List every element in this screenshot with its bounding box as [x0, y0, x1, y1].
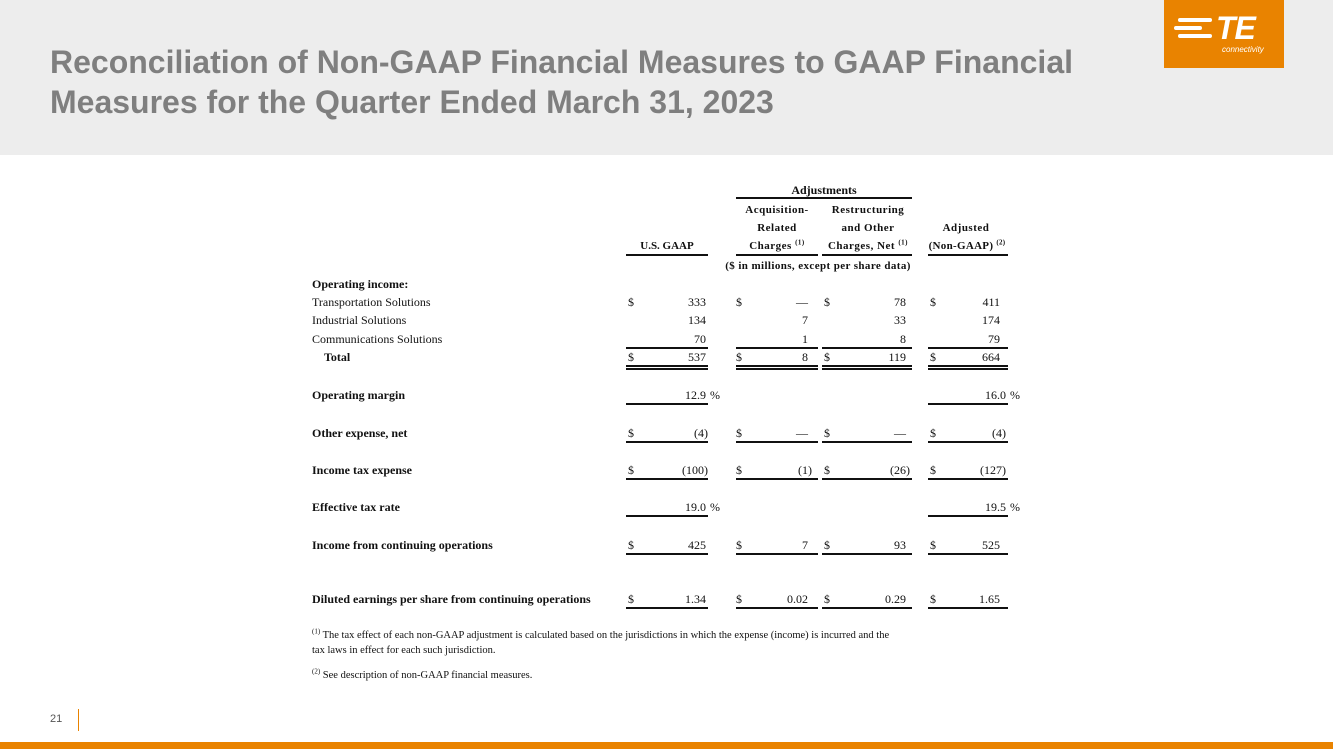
col-adj-line2	[924, 239, 1010, 253]
col-gaap: U.S. GAAP	[640, 240, 694, 252]
gaap-total: 537	[688, 350, 706, 364]
total-underline	[626, 365, 708, 367]
pct-sign: %	[1010, 500, 1020, 514]
gaap-eps: 1.34	[685, 592, 706, 606]
total-underline	[736, 365, 818, 367]
total-double-underline	[928, 368, 1008, 370]
page-number: 21	[50, 713, 63, 725]
tax-exp-underline	[626, 478, 708, 480]
logo-te-text: TE	[1216, 10, 1255, 46]
inc-cont-underline	[928, 553, 1008, 555]
row-label-inc-cont: Income from continuing operations	[312, 538, 493, 552]
adj-comm: 79	[988, 332, 1000, 346]
adj-industrial: 174	[982, 313, 1000, 327]
comm-underline	[928, 347, 1008, 349]
dollar-sign: $	[628, 426, 634, 440]
total-double-underline	[626, 368, 708, 370]
restr-header-underline	[822, 254, 912, 256]
row-label-eff-tax: Effective tax rate	[312, 500, 400, 514]
gaap-industrial: 134	[688, 313, 706, 327]
gaap-other-exp: (4)	[694, 426, 708, 440]
comm-underline	[626, 347, 708, 349]
dollar-sign: $	[824, 426, 830, 440]
acq-comm: 1	[802, 332, 808, 346]
gaap-tax-exp: (100)	[682, 463, 708, 477]
footnote-1-mark: (1)	[312, 627, 321, 636]
footnote-2-mark: (2)	[312, 667, 321, 676]
restr-total: 119	[888, 350, 906, 364]
pct-sign: %	[710, 388, 720, 402]
col-restr-line1: Restructuring	[831, 204, 905, 216]
tax-exp-underline	[928, 478, 1008, 480]
other-exp-underline	[626, 441, 708, 443]
col-acq-line3	[736, 239, 818, 253]
restr-tax-exp: (26)	[890, 463, 910, 477]
col-adj-sup: (2)	[996, 238, 1006, 247]
acq-eps: 0.02	[787, 592, 808, 606]
acq-transport: —	[796, 295, 808, 309]
gaap-eff-tax: 19.0	[685, 500, 706, 514]
gaap-inc-cont: 425	[688, 538, 706, 552]
col-adj-line1: Adjusted	[942, 222, 990, 234]
total-double-underline	[736, 368, 818, 370]
col-restr-line3	[822, 239, 914, 253]
acq-tax-exp: (1)	[798, 463, 812, 477]
acq-inc-cont: 7	[802, 538, 808, 552]
dollar-sign: $	[628, 350, 634, 364]
page-number-divider	[78, 709, 79, 731]
col-acq-line2: Related	[757, 222, 797, 234]
eps-underline	[822, 607, 912, 609]
eps-underline	[626, 607, 708, 609]
dollar-sign: $	[736, 426, 742, 440]
col-restr-line3-text: Charges, Net	[827, 240, 896, 252]
adj-inc-cont: 525	[982, 538, 1000, 552]
row-label-other-exp: Other expense, net	[312, 426, 408, 440]
acq-total: 8	[802, 350, 808, 364]
col-acq-sup: (1)	[795, 238, 805, 247]
dollar-sign: $	[736, 463, 742, 477]
comm-underline	[822, 347, 912, 349]
inc-cont-underline	[626, 553, 708, 555]
dollar-sign: $	[824, 463, 830, 477]
dollar-sign: $	[736, 295, 742, 309]
dollar-sign: $	[736, 350, 742, 364]
adj-header-underline	[928, 254, 1008, 256]
other-exp-underline	[822, 441, 912, 443]
restr-industrial: 33	[894, 313, 906, 327]
op-margin-underline	[928, 403, 1008, 405]
section-operating-income: Operating income:	[312, 277, 409, 291]
total-double-underline	[822, 368, 912, 370]
footnote-1-line1: The tax effect of each non-GAAP adjustment is calculated based on the jurisdictions in which the expense (income) is incurred and the	[322, 630, 890, 641]
dollar-sign: $	[930, 538, 936, 552]
row-label-comm: Communications Solutions	[312, 332, 443, 346]
restr-comm: 8	[900, 332, 906, 346]
gaap-transport: 333	[688, 295, 706, 309]
footnote-2	[312, 668, 532, 683]
restr-inc-cont: 93	[894, 538, 906, 552]
eps-underline	[736, 607, 818, 609]
dollar-sign: $	[736, 538, 742, 552]
row-label-total: Total	[324, 350, 351, 364]
eff-tax-underline	[928, 515, 1008, 517]
dollar-sign: $	[628, 538, 634, 552]
acq-other-exp: —	[796, 426, 808, 440]
adj-eps: 1.65	[979, 592, 1000, 606]
dollar-sign: $	[930, 592, 936, 606]
restr-transport: 78	[894, 295, 906, 309]
total-underline	[928, 365, 1008, 367]
eps-underline	[928, 607, 1008, 609]
acq-industrial: 7	[802, 313, 808, 327]
adjustments-header: Adjustments	[791, 183, 857, 197]
pct-sign: %	[710, 500, 720, 514]
row-label-tax-exp: Income tax expense	[312, 463, 412, 477]
dollar-sign: $	[628, 592, 634, 606]
restr-other-exp: —	[894, 426, 906, 440]
units-label: ($ in millions, except per share data)	[725, 260, 911, 272]
dollar-sign: $	[824, 350, 830, 364]
dollar-sign: $	[824, 592, 830, 606]
dollar-sign: $	[736, 592, 742, 606]
row-label-op-margin: Operating margin	[312, 388, 405, 402]
gaap-op-margin: 12.9	[685, 388, 706, 402]
other-exp-underline	[928, 441, 1008, 443]
col-adj-line2-text: (Non-GAAP)	[928, 240, 994, 252]
adj-op-margin: 16.0	[985, 388, 1006, 402]
row-label-eps: Diluted earnings per share from continuing operations	[312, 592, 591, 606]
row-label-transport: Transportation Solutions	[312, 295, 431, 309]
footnote-2-text: See description of non-GAAP financial measures.	[322, 670, 533, 681]
dollar-sign: $	[930, 350, 936, 364]
comm-underline	[736, 347, 818, 349]
dollar-sign: $	[930, 295, 936, 309]
tax-exp-underline	[822, 478, 912, 480]
dollar-sign: $	[628, 295, 634, 309]
footnote-1-line2: tax laws in effect for each such jurisdiction.	[312, 645, 496, 656]
inc-cont-underline	[822, 553, 912, 555]
tax-exp-underline	[736, 478, 818, 480]
adj-other-exp: (4)	[992, 426, 1006, 440]
col-acq-line1: Acquisition-	[745, 204, 809, 216]
total-underline	[822, 365, 912, 367]
col-acq-line3-text: Charges	[749, 240, 792, 252]
footnote-1	[312, 628, 889, 658]
dollar-sign: $	[930, 463, 936, 477]
gaap-comm: 70	[694, 332, 706, 346]
adj-total: 664	[982, 350, 1000, 364]
page-title: Reconciliation of Non-GAAP Financial Measures to GAAP Financial Measures for the Quarter Ended March 31, 2023	[50, 44, 1073, 120]
dollar-sign: $	[930, 426, 936, 440]
dollar-sign: $	[628, 463, 634, 477]
inc-cont-underline	[736, 553, 818, 555]
col-restr-sup: (1)	[898, 238, 909, 247]
restr-eps: 0.29	[885, 592, 906, 606]
dollar-sign: $	[824, 295, 830, 309]
adjustments-underline	[736, 197, 912, 199]
logo-sub-text: connectivity	[1222, 45, 1264, 54]
row-label-industrial: Industrial Solutions	[312, 313, 407, 327]
bottom-accent-bar	[0, 742, 1333, 749]
gaap-header-underline	[626, 254, 708, 256]
op-margin-underline	[626, 403, 708, 405]
adj-tax-exp: (127)	[980, 463, 1006, 477]
other-exp-underline	[736, 441, 818, 443]
te-connectivity-logo	[1164, 0, 1284, 68]
col-restr-line2: and Other	[841, 222, 895, 234]
dollar-sign: $	[824, 538, 830, 552]
adj-transport: 411	[982, 295, 1000, 309]
pct-sign: %	[1010, 388, 1020, 402]
acq-header-underline	[736, 254, 818, 256]
adj-eff-tax: 19.5	[985, 500, 1006, 514]
eff-tax-underline	[626, 515, 708, 517]
logo-lines-icon	[1178, 18, 1212, 42]
